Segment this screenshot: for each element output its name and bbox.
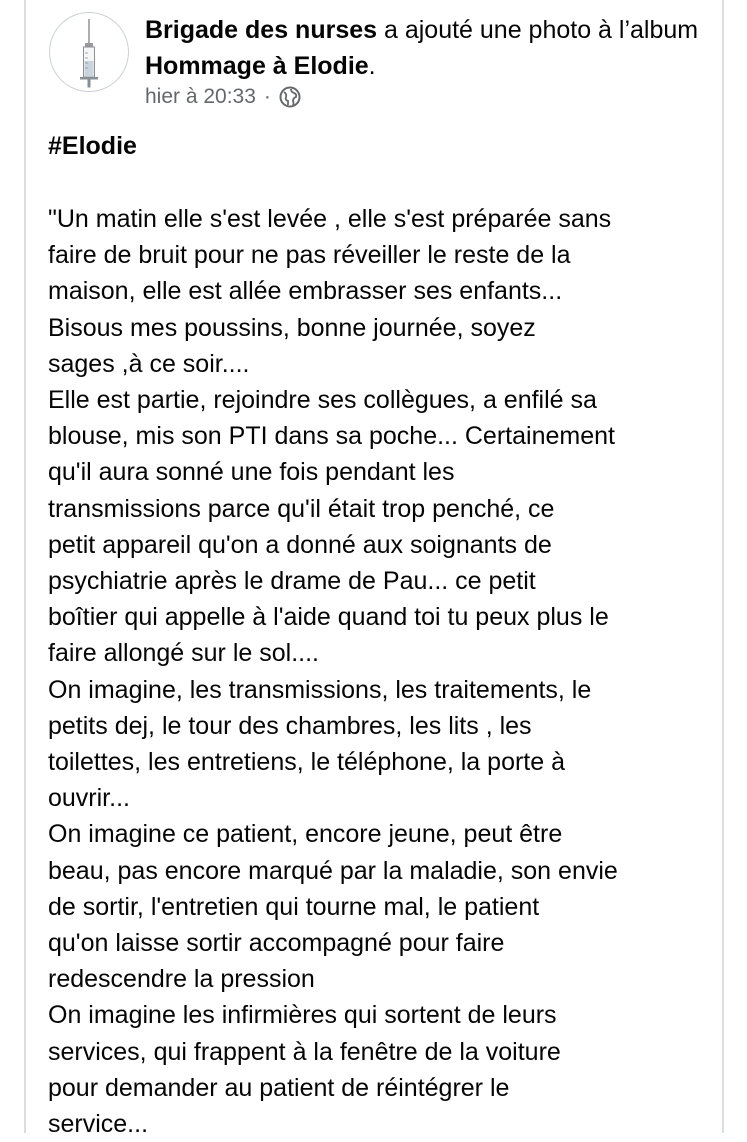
post-text-line: "Un matin elle s'est levée , elle s'est préparée sans <box>48 205 612 233</box>
post-text-line: On imagine, les transmissions, les traitements, le <box>48 675 592 704</box>
post-header <box>145 12 705 84</box>
post-text-line: pour demander au patient de réintégrer le <box>48 1073 510 1102</box>
post-text-line: boîtier qui appelle à l'aide quand toi tu peux plus le <box>48 603 609 632</box>
author-name[interactable]: Brigade des nurses <box>145 16 378 44</box>
post-meta <box>145 85 301 109</box>
post-text-line: faire de bruit pour ne pas réveiller le reste de la <box>48 241 571 270</box>
post-text-line: beau, pas encore marqué par la maladie, son envie <box>48 856 618 885</box>
post-text-line: ouvrir... <box>48 784 130 813</box>
post-text-line: On imagine ce patient, encore jeune, peut être <box>48 820 563 849</box>
post-text-line: petits dej, le tour des chambres, les lits , les <box>48 711 532 740</box>
post-text-line: service... <box>48 1110 149 1139</box>
hashtag-link[interactable]: #Elodie <box>48 132 137 160</box>
post-text-line: faire allongé sur le sol.... <box>48 639 319 668</box>
post-text-line: qu'il aura sonné une fois pendant les <box>48 458 455 487</box>
avatar[interactable] <box>49 12 129 92</box>
post-text-line: blouse, mis son PTI dans sa poche... Certainement <box>48 422 615 451</box>
post-text-line: psychiatrie après le drame de Pau... ce petit <box>48 567 536 596</box>
post-text-line: qu'on laisse sortir accompagné pour faire <box>48 929 505 958</box>
meta-separator: · <box>263 85 271 108</box>
post-text-line: petit appareil qu'on a donné aux soignants de <box>48 530 552 559</box>
post-text-line: maison, elle est allée embrasser ses enfants... <box>48 277 563 306</box>
post-text-line: Elle est partie, rejoindre ses collègues, a enfilé sa <box>48 386 597 415</box>
post-text-line: transmissions parce qu'il était trop penché, ce <box>48 494 555 523</box>
post-body <box>48 201 720 1142</box>
action-text: a ajouté une photo à l’album <box>377 16 699 44</box>
syringe-icon <box>50 13 128 91</box>
post-text-line: On imagine les infirmières qui sortent de leurs <box>48 1001 557 1030</box>
post-text-line: Bisous mes poussins, bonne journée, soyez <box>48 313 536 342</box>
album-link[interactable]: Hommage à Elodie <box>145 52 369 80</box>
post-text-line: de sortir, l'entretien qui tourne mal, le patient <box>48 892 540 921</box>
post-text-line: services, qui frappent à la fenêtre de la voiture <box>48 1037 561 1066</box>
post-text-line: toilettes, les entretiens, le téléphone, la porte à <box>48 748 565 777</box>
post-text-line: sages ,à ce soir.... <box>48 349 250 378</box>
globe-icon[interactable] <box>279 86 301 108</box>
post-text-line: redescendre la pression <box>48 965 315 994</box>
timestamp[interactable]: hier à 20:33 <box>145 85 256 108</box>
album-suffix: . <box>368 52 376 80</box>
